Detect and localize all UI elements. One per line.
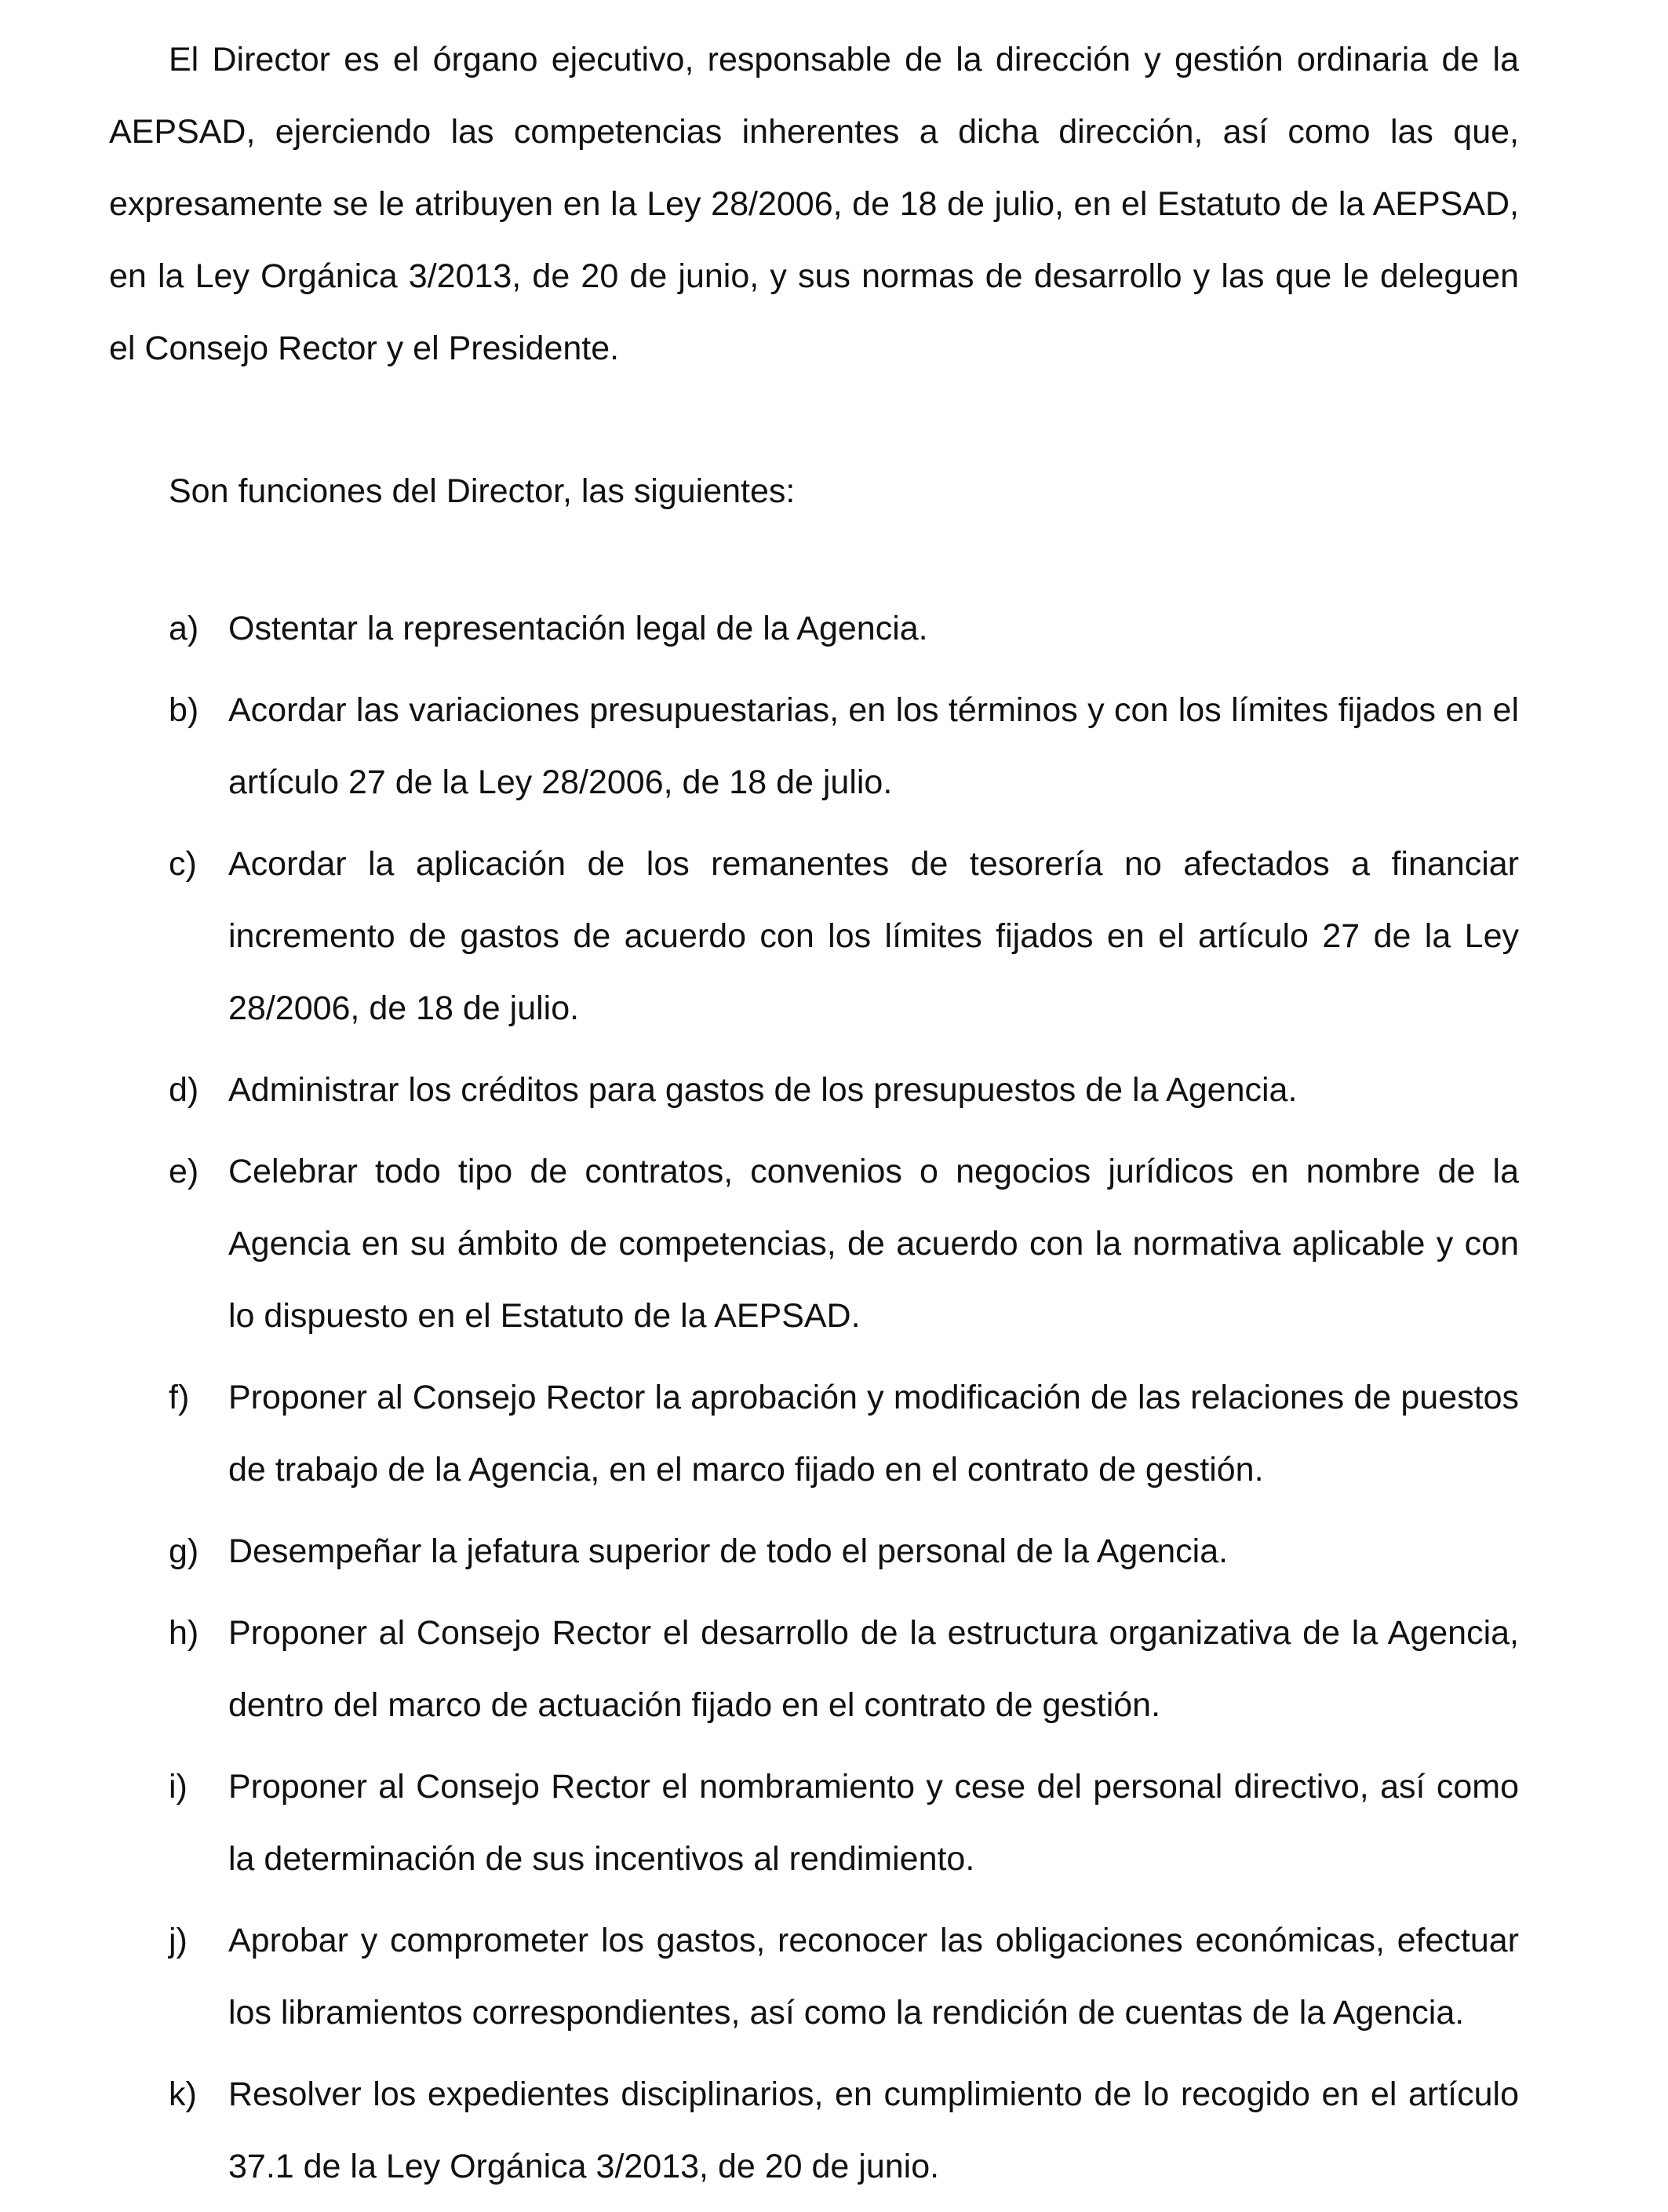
list-item-text: Celebrar todo tipo de contratos, convenios o negocios jurídicos en nombre de la Agencia en su ámbito de competencias, de acuerdo con la normativa aplicable y con lo dispuesto en el Estatuto de la AEPSAD. [228, 1153, 1519, 1335]
list-lead: Son funciones del Director, las siguientes: [169, 472, 796, 510]
list-item-text: Proponer al Consejo Rector la aprobación y modificación de las relaciones de puestos de trabajo de la Agencia, en el marco fijado en el contrato de gestión. [228, 1379, 1519, 1489]
list-item [109, 1515, 1519, 1587]
list-marker: e) [169, 1153, 199, 1190]
list-marker: k) [169, 2075, 197, 2113]
list-item [109, 1361, 1519, 1506]
list-item [109, 1904, 1519, 2049]
list-item [109, 1135, 1519, 1352]
list-item-text: Ostentar la representación legal de la Agencia. [228, 610, 928, 647]
list-marker: h) [169, 1614, 199, 1652]
list-item-text: Acordar las variaciones presupuestarias, en los términos y con los límites fijados en el artículo 27 de la Ley 28/2006, de 18 de julio. [228, 691, 1519, 801]
list-item-text: Administrar los créditos para gastos de los presupuestos de la Agencia. [228, 1071, 1298, 1109]
list-marker: a) [169, 610, 199, 647]
list-item [109, 1054, 1519, 1126]
list-marker: g) [169, 1532, 199, 1570]
list-item [109, 2058, 1519, 2203]
list-item-text: Aprobar y comprometer los gastos, reconocer las obligaciones económicas, efectuar los libramientos correspondientes, así como la rendición de cuentas de la Agencia. [228, 1922, 1519, 2032]
list-item [109, 1597, 1519, 1741]
list-item [109, 1751, 1519, 1895]
list-item [109, 674, 1519, 818]
list-marker: f) [169, 1379, 190, 1416]
list-marker: d) [169, 1071, 199, 1109]
list-item-text: Acordar la aplicación de los remanentes de tesorería no afectados a financiar incremento de gastos de acuerdo con los límites fijados en el artículo 27 de la Ley 28/2006, de 18 de julio. [228, 845, 1519, 1027]
list-item-text: Resolver los expedientes disciplinarios, en cumplimiento de lo recogido en el artículo 37.1 de la Ley Orgánica 3/2013, de 20 de junio. [228, 2075, 1519, 2185]
list-marker: j) [169, 1922, 188, 1959]
functions-list [109, 592, 1519, 2203]
list-item [109, 592, 1519, 665]
list-marker: b) [169, 691, 199, 729]
list-item-text: Proponer al Consejo Rector el nombramiento y cese del personal directivo, así como la determinación de sus incentivos al rendimiento. [228, 1768, 1519, 1878]
list-item-text: Desempeñar la jefatura superior de todo el personal de la Agencia. [228, 1532, 1229, 1570]
list-item [109, 828, 1519, 1044]
list-item-text: Proponer al Consejo Rector el desarrollo de la estructura organizativa de la Agencia, dentro del marco de actuación fijado en el contrato de gestión. [228, 1614, 1519, 1724]
intro-paragraph: El Director es el órgano ejecutivo, responsable de la dirección y gestión ordinaria de la AEPSAD, ejerciendo las competencias inherentes a dicha dirección, así como las que, expresamente se le atribuyen en la Ley 28/2006, de 18 de julio, en el Estatuto de la AEPSAD, en la Ley Orgánica 3/2013, de 20 de junio, y sus normas de desarrollo y las que le deleguen el Consejo Rector y el Presidente. [109, 41, 1519, 367]
document-body [109, 24, 1519, 2212]
list-marker: i) [169, 1768, 188, 1806]
list-marker: c) [169, 845, 197, 883]
